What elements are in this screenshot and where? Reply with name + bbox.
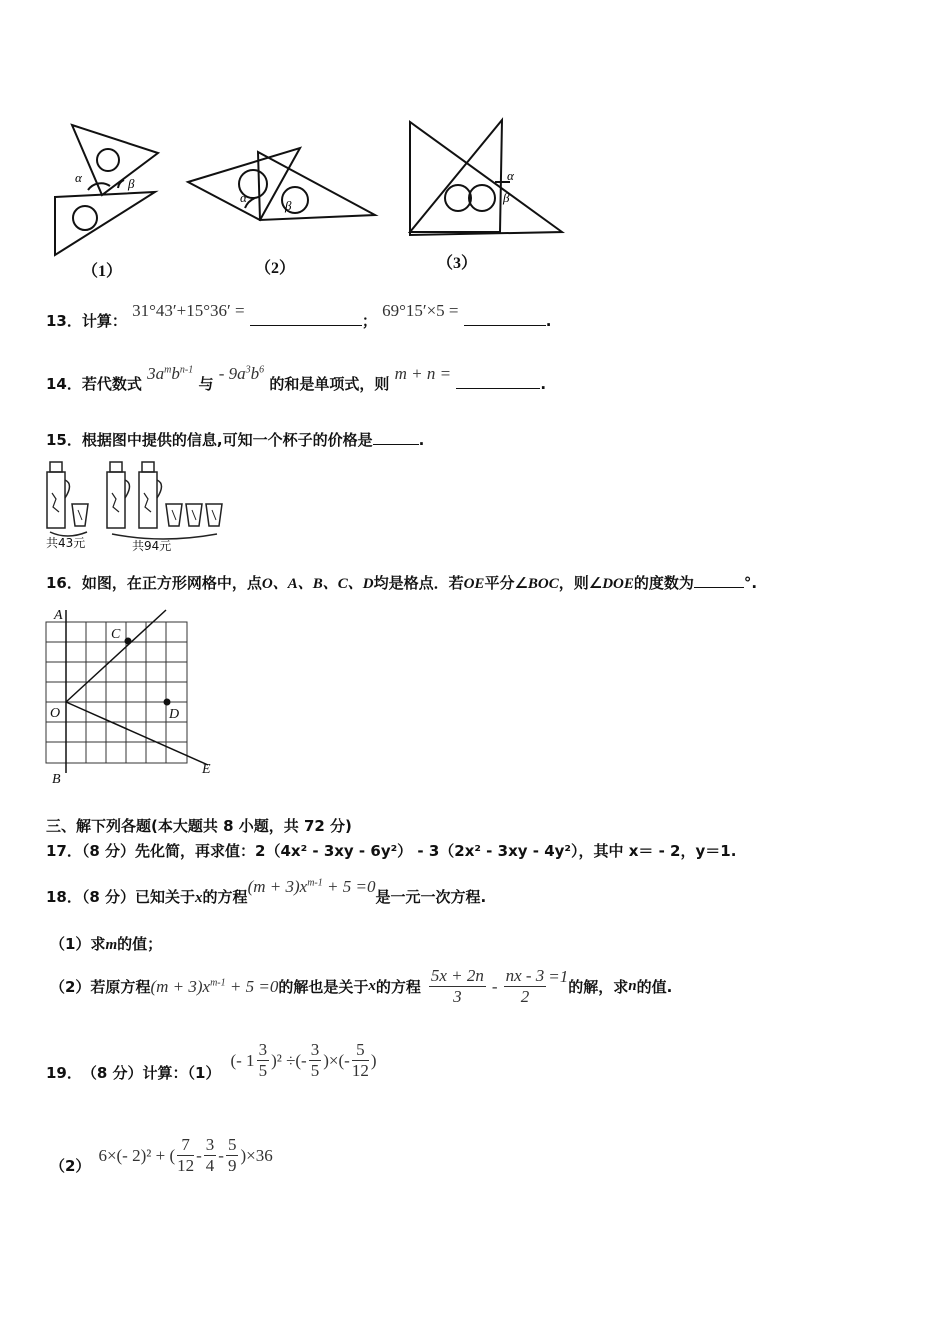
q18-frac-2: $\frac{nx - 3}{2}$ — [505, 966, 545, 1006]
q18-part-1 — [50, 933, 162, 954]
q19-part1-expression: (- 1 $\frac{3}{5}$ )² ÷(- $\frac{3}{5}$ )×(- $\frac{5}{12}$ ) — [230, 1040, 377, 1080]
question-15 — [46, 429, 424, 450]
q18-part2-post: 的解，求 — [568, 978, 629, 996]
point-c — [125, 638, 132, 645]
q18-part2-fraction-equation: $\frac{5x + 2n}{3}$ - $\frac{nx - 3}{2}$ =1 — [430, 966, 569, 1006]
q18-frac-1: $\frac{5x + 2n}{3}$ — [430, 966, 484, 1006]
beta-label-2: β — [285, 198, 292, 213]
q14-and: 与 — [198, 375, 214, 393]
q16-points: O、A、B、C、D — [261, 576, 374, 592]
q18-mid: 的方程 — [202, 888, 248, 906]
q16-text-2: 均是格点．若 — [373, 574, 464, 592]
q14-term1: $3a^mb^{n-1}$ — [147, 364, 194, 383]
q13-answer-blank-2[interactable] — [464, 325, 546, 326]
figure-2 — [188, 148, 375, 220]
alpha-label-1: α — [75, 170, 82, 185]
q16-text-5: 的度数为 — [633, 574, 694, 592]
q18-part2-pre: （2）若原方程 — [50, 978, 151, 996]
q13-answer-blank-1[interactable] — [250, 325, 362, 326]
q14-number: 14． — [46, 375, 82, 393]
q14-middle: 的和是单项式，则 — [269, 375, 390, 393]
question-13 — [46, 301, 552, 331]
q16-boc: BOC — [527, 576, 559, 592]
question-18 — [46, 877, 487, 907]
q18-x: x — [195, 890, 203, 906]
label-o: O — [50, 706, 61, 721]
section-3-title: 三、解下列各题(本大题共 8 小题，共 72 分) — [46, 817, 352, 835]
q18-equation: $(m + 3)x^{m-1} + 5 =0$ — [247, 877, 376, 896]
q13-prompt: 计算： — [81, 312, 127, 330]
square-grid — [46, 622, 187, 763]
q14-answer-blank[interactable] — [456, 388, 540, 389]
label-c: C — [111, 627, 121, 642]
question-16 — [46, 572, 757, 593]
q15-answer-blank[interactable] — [373, 444, 419, 445]
alpha-label-3: α — [507, 168, 514, 183]
q16-end: °. — [743, 574, 758, 592]
label-b: B — [52, 772, 61, 785]
q15-text: 根据图中提供的信息,可知一个杯子的价格是 — [81, 431, 373, 449]
q14-prompt: 若代数式 — [81, 375, 142, 393]
q14-term2: - $9a^3b^6$ — [218, 364, 265, 383]
q17-number: 17． — [46, 842, 82, 860]
q13-number: 13． — [46, 312, 82, 330]
q15-number: 15． — [46, 431, 82, 449]
q18-part2-mid2: 的方程 — [375, 978, 421, 996]
q18-post: 是一元一次方程. — [375, 888, 487, 906]
q19-pre: （8 分）计算：（1） — [81, 1064, 221, 1082]
figure-1-caption: （1） — [82, 263, 123, 280]
q18-part-2 — [50, 966, 672, 1007]
q19-number: 19． — [46, 1064, 82, 1082]
q18-part2-equation: $(m + 3)x^{m-1} + 5 =0$ — [150, 976, 279, 996]
figure-3-caption: （3） — [437, 255, 478, 272]
figure-2-caption: （2） — [255, 260, 296, 277]
label-e: E — [202, 762, 211, 777]
q18-part1-pre: （1）求 — [50, 935, 106, 953]
beta-label-3: β — [503, 190, 510, 205]
q18-part2-mid: 的解也是关于 — [278, 978, 369, 996]
q18-part2-end: 的值. — [636, 978, 673, 996]
beta-label-1: β — [128, 176, 135, 191]
grid-figure — [40, 605, 225, 785]
q19-p2-label: （2） — [50, 1157, 91, 1175]
q13-separator: ； — [361, 312, 377, 330]
alpha-label-2: α — [240, 190, 247, 205]
thermos-cap-icon — [50, 462, 62, 472]
q16-doe: DOE — [602, 576, 634, 592]
q16-answer-blank[interactable] — [694, 587, 744, 588]
thermos-cups-figure — [42, 458, 232, 556]
ray-oc — [66, 610, 166, 702]
question-17 — [46, 840, 736, 861]
q14-end: . — [540, 375, 547, 393]
question-19 — [46, 1040, 377, 1093]
q18-part1-post: 的值； — [117, 935, 163, 953]
point-d — [164, 699, 171, 706]
q15-end: . — [418, 431, 425, 449]
q16-text-1: 如图，在正方形网格中，点 — [81, 574, 262, 592]
q18-part1-m: m — [105, 937, 118, 953]
q19-part2-expression: 6×(- 2)² + ( $\frac{7}{12}$ - $\frac{3}{4}$ - $\frac{5}{9}$ )×36 — [98, 1135, 273, 1175]
q15-label-1: 共43元 — [46, 536, 86, 550]
q15-label-2: 共94元 — [132, 539, 172, 553]
q18-part2-n: n — [628, 978, 637, 994]
q16-text-3: 平分∠ — [484, 574, 528, 592]
q16-text-4: ，则∠ — [558, 574, 603, 592]
figure-1 — [55, 125, 158, 255]
label-d: D — [169, 707, 180, 722]
q14-expr: m + n = — [394, 364, 452, 383]
q13-end: . — [545, 312, 552, 330]
q13-expr1: 31°43′+15°36′ = — [132, 301, 245, 320]
q16-number: 16． — [46, 574, 82, 592]
q17-text: （8 分）先化简，再求值：2（4x² - 3xy - 6y²） - 3（2x² - 3xy - 4y²），其中 x＝ - 2，y＝1. — [81, 842, 737, 860]
q18-part2-x: x — [368, 978, 376, 994]
q18-pre: （8 分）已知关于 — [81, 888, 196, 906]
q19-part-2 — [50, 1135, 273, 1176]
q13-expr2: 69°15′×5 = — [382, 301, 459, 320]
q18-number: 18． — [46, 888, 82, 906]
figure-3 — [410, 120, 562, 235]
q16-oe: OE — [463, 576, 485, 592]
question-14 — [46, 364, 547, 394]
label-a: A — [54, 608, 63, 623]
